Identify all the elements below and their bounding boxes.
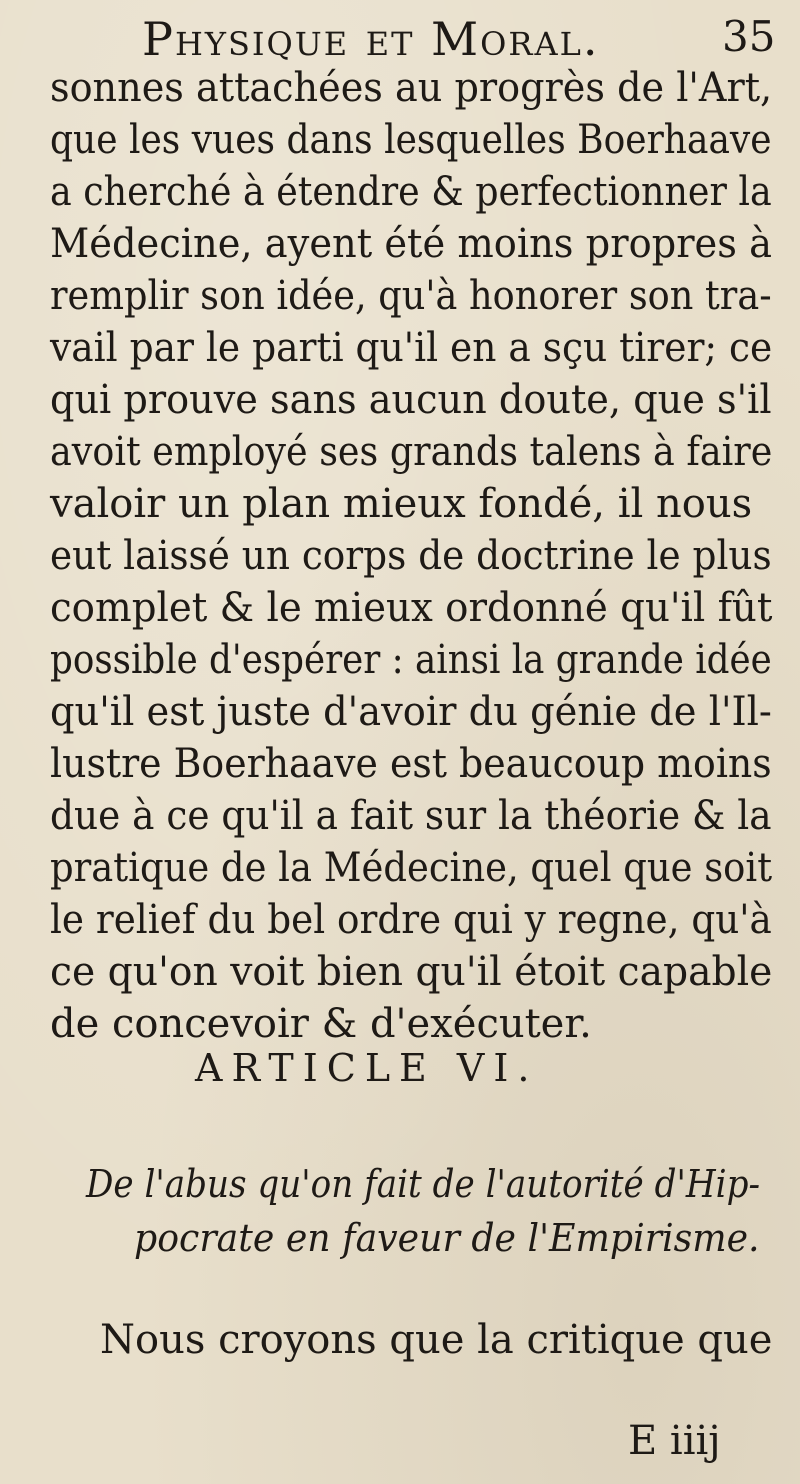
- text-line: le relief du bel ordre qui y regne, qu'à: [50, 897, 772, 943]
- running-head-title: Physique et Moral.: [142, 12, 600, 66]
- text-line: de concevoir & d'exécuter.: [50, 1001, 592, 1047]
- text-line: Médecine, ayent été moins propres à: [50, 221, 773, 267]
- text-line: pratique de la Médecine, quel que soit: [50, 845, 773, 891]
- text-line: vail par le parti qu'il en a sçu tirer; ce: [50, 325, 773, 371]
- article-title-line: De l'abus qu'on fait de l'autorité d'Hip-: [86, 1162, 761, 1206]
- text-line: eut laissé un corps de doctrine le plus: [50, 533, 772, 579]
- text-line: valoir un plan mieux fondé, il nous: [50, 481, 753, 527]
- page-number: 35: [722, 12, 776, 61]
- signature-mark: E iiij: [628, 1418, 721, 1464]
- text-line: que les vues dans lesquelles Boerhaave: [50, 117, 772, 163]
- text-line: ce qu'on voit bien qu'il étoit capable: [50, 949, 773, 995]
- article-heading: ARTICLE VI.: [195, 1046, 539, 1090]
- article-title-line: pocrate en faveur de l'Empirisme.: [134, 1216, 760, 1260]
- text-line: complet & le mieux ordonné qu'il fût: [50, 585, 773, 631]
- text-line: qu'il est juste d'avoir du génie de l'Il-: [50, 689, 772, 735]
- text-line: avoit employé ses grands talens à faire: [50, 429, 773, 475]
- text-line: lustre Boerhaave est beaucoup moins: [50, 741, 772, 787]
- running-head: [0, 6, 800, 66]
- text-line: qui prouve sans aucun doute, que s'il: [50, 377, 772, 423]
- text-line: possible d'espérer : ainsi la grande idée: [50, 637, 772, 683]
- text-line: due à ce qu'il a fait sur la théorie & la: [50, 793, 772, 839]
- article-first-line: Nous croyons que la critique que: [100, 1317, 773, 1363]
- text-line: sonnes attachées au progrès de l'Art,: [50, 65, 773, 111]
- text-line: remplir son idée, qu'à honorer son tra-: [50, 273, 772, 319]
- text-line: a cherché à étendre & perfectionner la: [50, 169, 772, 215]
